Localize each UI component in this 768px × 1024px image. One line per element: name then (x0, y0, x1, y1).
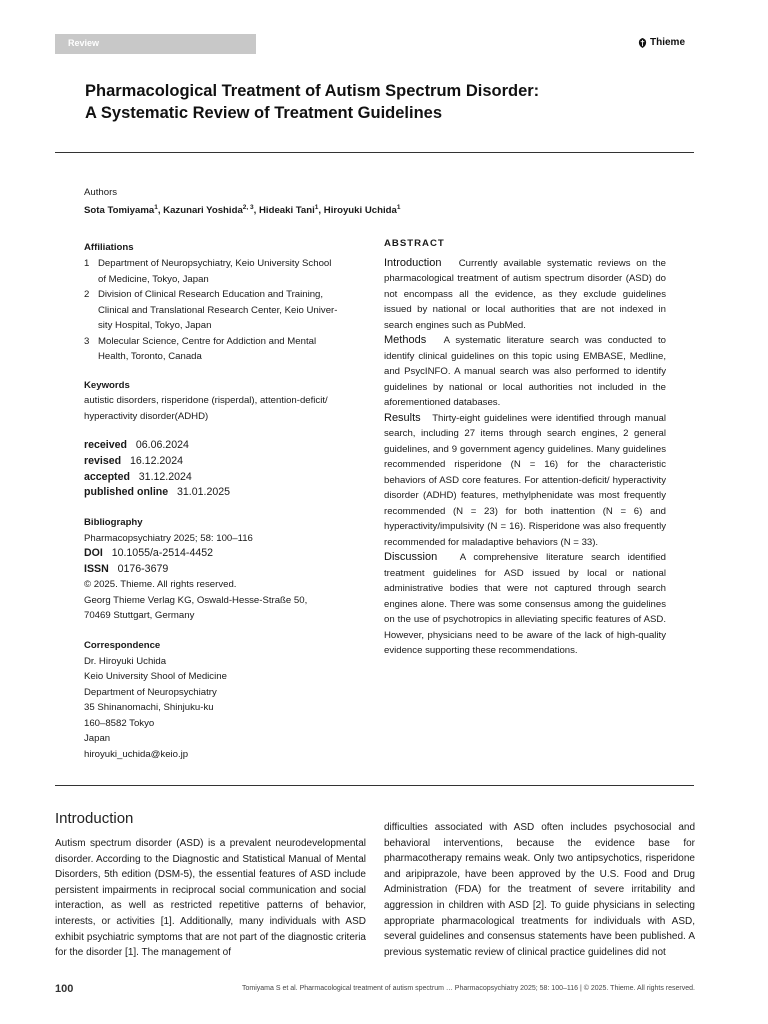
publisher-logo (638, 37, 685, 48)
date-label: accepted (84, 470, 130, 483)
thieme-logo-icon (638, 38, 647, 48)
correspondence-heading: Correspondence (84, 640, 161, 651)
affiliation-line: of Medicine, Tokyo, Japan (98, 273, 209, 285)
affiliation-number: 3 (84, 335, 90, 347)
bibliography-heading: Bibliography (84, 517, 143, 528)
correspondence-line: 160–8582 Tokyo (84, 717, 155, 729)
abstract-results (384, 411, 666, 551)
keywords-line: hyperactivity disorder(ADHD) (84, 410, 209, 422)
title-line-1: Pharmacological Treatment of Autism Spectrum Disorder: (85, 82, 540, 100)
issn-line (84, 562, 360, 578)
doi-label: DOI (84, 547, 103, 559)
date-value: 16.12.2024 (129, 454, 183, 467)
abstract-section-label: Results (384, 411, 421, 424)
affiliation-line: sity Hospital, Tokyo, Japan (98, 320, 212, 331)
date-published (84, 485, 344, 501)
date-value: 31.12.2024 (138, 470, 192, 483)
affiliation-item (84, 287, 360, 334)
correspondence-line: Japan (84, 733, 111, 744)
title-line-2: A Systematic Review of Treatment Guidelines (85, 104, 443, 122)
author-name: Hiroyuki Uchida (323, 205, 397, 217)
affiliation-line: Molecular Science, Centre for Addiction and Mental (98, 335, 317, 347)
affiliation-number: 2 (84, 289, 90, 300)
date-received (84, 438, 344, 454)
issn-value: 0176-3679 (117, 562, 169, 575)
date-value: 31.01.2025 (177, 486, 231, 499)
publisher-address: 70469 Stuttgart, Germany (84, 610, 195, 621)
abstract-methods (384, 333, 666, 411)
author-affiliation-ref: 1 (154, 204, 158, 211)
date-revised (84, 454, 344, 470)
author-name: Sota Tomiyama (84, 205, 155, 217)
author-separator: , (157, 205, 164, 217)
author-separator: , (318, 205, 324, 217)
article-title (85, 80, 705, 124)
body-divider (55, 785, 694, 786)
page-number: 100 (55, 983, 74, 995)
date-label: received (84, 439, 127, 451)
abstract-heading: ABSTRACT (384, 238, 445, 249)
affiliation-line: Department of Neuropsychiatry, Keio University School (98, 258, 332, 269)
bibliography-block (84, 515, 360, 624)
abstract-introduction (384, 256, 666, 334)
abstract-block (384, 236, 666, 659)
abstract-discussion (384, 550, 666, 659)
keywords-line: autistic disorders, risperidone (risperdal), attention-deficit/ (84, 395, 328, 406)
affiliations-list (84, 256, 360, 365)
correspondence-line: Dr. Hiroyuki Uchida (84, 655, 167, 667)
affiliations-heading: Affiliations (84, 242, 134, 253)
correspondence-line: Keio University Shool of Medicine (84, 671, 227, 682)
introduction-text-left: Autism spectrum disorder (ASD) is a prevalent neurodevelopmental disorder. According to the Diagnostic and Statistical Manual of Mental Disorders, 5th edition (DSM-5), the essential features of ASD include persistent impairments in reciprocal social communication and social interaction, as well as restricted repetitive patterns of behavior, interests, or activities [1]. Additionally, many individuals with ASD exhibit psychiatric symptoms that are not part of the diagnostic criteria for the disorder [1]. The management of (55, 838, 366, 959)
keywords-text (84, 393, 364, 424)
abstract-section-text: Currently available systematic reviews on the pharmacological treatment of autism spectrum disorder (ASD) do not encompass all the evidence, as they exclude guidelines issued by national or local authorities that are not indexed in search engines such as PubMed. (384, 257, 666, 331)
article-dates (84, 438, 344, 501)
introduction-heading: Introduction (55, 810, 134, 827)
doi-line (84, 546, 360, 562)
affiliation-item (84, 256, 360, 287)
introduction-text-right: difficulties associated with ASD often includes psychosocial and behavioral interventions, because the evidence base for pharmacotherapy remains weak. Only two antipsychotics, risperidone and aripiprazole, have been approved by the U.S. Food and Drug Administration (FDA) for the treatment of severe irritability and aggression in children with ASD [2]. To guide physicians in selecting appropriate pharmacological treatments for individuals with ASD, several guidelines and consensus statements have been published. A previous systematic review of clinical practice guidelines did not (384, 822, 695, 958)
date-accepted (84, 470, 344, 486)
author-name: Hideaki Tani (258, 205, 315, 217)
doi-link[interactable]: 10.1055/a-2514-4452 (111, 547, 214, 559)
abstract-section-text: Thirty-eight guidelines were identified through manual search, including 27 items through search engines, 2 general guidelines, and 9 government agency guidelines. Many guidelines recommended risperidone (N = 16) for the characteristic behaviors of ASD core features. For attention-deficit/ hyperactivity disorder (ADHD) features, methylphenidate was most frequently recommended (N = 23) for both inattention (N = 6) and hyperactivity/impulsivity (N = 16). Risperidone was also frequently recommended for maladaptive behaviors (N = 33). (384, 412, 667, 548)
abstract-section-text: A systematic literature search was conducted to identify clinical guidelines on this topic using EMBASE, Medline, and PsycINFO. A manual search was also performed to identify guidelines by national or local authorities not included in the aforementioned databases. (384, 335, 666, 408)
correspondence-line: Department of Neuropsychiatry (84, 686, 217, 698)
author-affiliation-ref: 1 (396, 204, 401, 211)
issn-label: ISSN (84, 562, 109, 575)
footer-citation: Tomiyama S et al. Pharmacological treatment of autism spectrum … Pharmacopsychiatry 2025; 58: 100–116 | © 2025. Thieme. All rights reserved. (242, 985, 695, 992)
affiliation-line: Health, Toronto, Canada (98, 351, 202, 362)
authors-list (84, 200, 400, 219)
copyright: © 2025. Thieme. All rights reserved. (84, 579, 237, 590)
publisher-name: Thieme (650, 37, 686, 48)
correspondence-email[interactable]: hiroyuki_uchida@keio.jp (84, 748, 189, 760)
publisher-address: Georg Thieme Verlag KG, Oswald-Hesse-Straße 50, (84, 594, 308, 606)
section-label: Review (68, 38, 100, 48)
affiliation-item (84, 334, 360, 365)
affiliation-line: Clinical and Translational Research Center, Keio Univer- (98, 304, 338, 316)
date-label: published online (84, 486, 169, 499)
date-label: revised (84, 454, 122, 467)
bibliography-citation: Pharmacopsychiatry 2025; 58: 100–116 (84, 532, 253, 544)
keywords-heading: Keywords (84, 380, 130, 391)
author-affiliation-ref: 2, 3 (242, 204, 254, 211)
abstract-section-label: Introduction (384, 256, 442, 269)
correspondence-line: 35 Shinanomachi, Shinjuku-ku (84, 702, 214, 713)
correspondence-block (84, 638, 360, 762)
abstract-section-label: Discussion (384, 551, 438, 563)
abstract-section-label: Methods (384, 334, 427, 346)
date-value: 06.06.2024 (135, 439, 189, 451)
author-separator: , (253, 205, 259, 217)
title-divider (55, 152, 694, 153)
affiliation-number: 1 (84, 258, 90, 269)
author-name: Kazunari Yoshida (163, 205, 243, 217)
author-affiliation-ref: 1 (314, 204, 319, 211)
abstract-section-text: A comprehensive literature search identified treatment guidelines for ASD issued by local or national administrative bodies that were not captured through search engines alone. There was some consensus among the guidelines on the use of psychotropics in alleviating specific features of ASD. However, physicians need to be aware of the lack of high-quality evidence supporting these recommendations. (384, 552, 666, 656)
affiliation-line: Division of Clinical Research Education and Training, (98, 289, 324, 300)
authors-heading: Authors (84, 187, 118, 198)
